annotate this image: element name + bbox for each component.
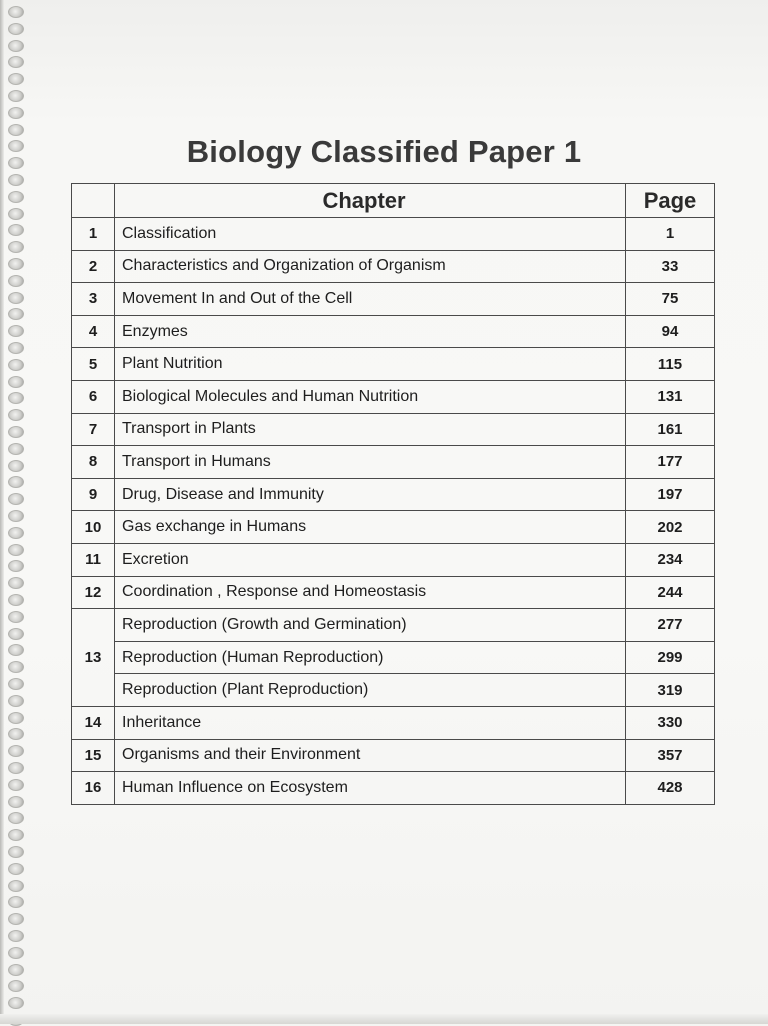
page-number: 244 [626, 576, 715, 609]
binding-ring [8, 476, 24, 488]
chapter-number: 7 [72, 413, 115, 446]
binding-ring [8, 544, 24, 556]
binding-ring [8, 796, 24, 808]
chapter-title: Characteristics and Organization of Organism [115, 250, 626, 283]
binding-ring [8, 812, 24, 824]
table-row [72, 218, 715, 251]
table-row [72, 674, 715, 707]
binding-ring [8, 174, 24, 186]
page-title: Biology Classified Paper 1 [186, 134, 582, 169]
binding-ring [8, 611, 24, 623]
chapter-title: Reproduction (Plant Reproduction) [115, 674, 626, 707]
binding-ring [8, 661, 24, 673]
page-number: 94 [626, 315, 715, 348]
table-row [72, 641, 715, 674]
chapter-number: 14 [72, 706, 115, 739]
table-row [72, 511, 715, 544]
binding-ring [8, 292, 24, 304]
binding-ring [8, 678, 24, 690]
binding-ring [8, 896, 24, 908]
chapter-title: Plant Nutrition [115, 348, 626, 381]
binding-ring [8, 980, 24, 992]
chapter-number: 12 [72, 576, 115, 609]
binding-ring [8, 762, 24, 774]
page-number: 115 [626, 348, 715, 381]
binding-ring [8, 359, 24, 371]
binding-ring [8, 880, 24, 892]
table-row [72, 576, 715, 609]
page-number: 177 [626, 446, 715, 479]
table-of-contents [71, 183, 715, 805]
page-number: 330 [626, 706, 715, 739]
binding-ring [8, 628, 24, 640]
number-column-header [72, 184, 115, 218]
binding-ring [8, 863, 24, 875]
binding-ring [8, 930, 24, 942]
binding-ring [8, 258, 24, 270]
binding-ring [8, 577, 24, 589]
chapter-number: 10 [72, 511, 115, 544]
binding-ring [8, 745, 24, 757]
binding-ring [8, 644, 24, 656]
binding-ring [8, 460, 24, 472]
binding-ring [8, 224, 24, 236]
chapter-number: 13 [72, 609, 115, 707]
table-header-row [72, 184, 715, 218]
binding-ring [8, 6, 24, 18]
binding-ring [8, 913, 24, 925]
table-row [72, 543, 715, 576]
page-number: 197 [626, 478, 715, 511]
chapter-number: 11 [72, 543, 115, 576]
binding-ring [8, 443, 24, 455]
chapter-number: 9 [72, 478, 115, 511]
page-number: 428 [626, 772, 715, 805]
chapter-number: 4 [72, 315, 115, 348]
table-row [72, 478, 715, 511]
binding-ring [8, 964, 24, 976]
chapter-title: Human Influence on Ecosystem [115, 772, 626, 805]
chapter-title: Drug, Disease and Immunity [115, 478, 626, 511]
binding-ring [8, 594, 24, 606]
binding-ring [8, 392, 24, 404]
chapter-title: Enzymes [115, 315, 626, 348]
binding-ring [8, 208, 24, 220]
table-row [72, 413, 715, 446]
chapter-title: Organisms and their Environment [115, 739, 626, 772]
binding-ring [8, 846, 24, 858]
chapter-title: Biological Molecules and Human Nutrition [115, 380, 626, 413]
chapter-number: 3 [72, 283, 115, 316]
binding-ring [8, 56, 24, 68]
binding-ring [8, 90, 24, 102]
chapter-title: Transport in Plants [115, 413, 626, 446]
binding-ring [8, 275, 24, 287]
binding-ring [8, 191, 24, 203]
binding-ring [8, 779, 24, 791]
page-bottom-edge [0, 1014, 768, 1024]
page-column-header: Page [626, 184, 715, 218]
binding-ring [8, 308, 24, 320]
page-number: 1 [626, 218, 715, 251]
chapter-number: 1 [72, 218, 115, 251]
table-row [72, 380, 715, 413]
binding-ring [8, 426, 24, 438]
binding-ring [8, 695, 24, 707]
binding-ring [8, 376, 24, 388]
page-number: 277 [626, 609, 715, 642]
table-row [72, 706, 715, 739]
binding-ring [8, 829, 24, 841]
binding-ring [8, 40, 24, 52]
table-row [72, 315, 715, 348]
chapter-number: 8 [72, 446, 115, 479]
binding-ring [8, 712, 24, 724]
chapter-title: Excretion [115, 543, 626, 576]
page-number: 131 [626, 380, 715, 413]
page-number: 299 [626, 641, 715, 674]
chapter-column-header: Chapter [115, 184, 626, 218]
chapter-title: Reproduction (Growth and Germination) [115, 609, 626, 642]
table-row [72, 609, 715, 642]
page-number: 234 [626, 543, 715, 576]
binding-ring [8, 342, 24, 354]
chapter-number: 6 [72, 380, 115, 413]
binding-ring [8, 325, 24, 337]
chapter-number: 2 [72, 250, 115, 283]
binding-ring [8, 493, 24, 505]
binding-ring [8, 947, 24, 959]
page-number: 33 [626, 250, 715, 283]
table-row [72, 739, 715, 772]
page-number: 319 [626, 674, 715, 707]
chapter-title: Inheritance [115, 706, 626, 739]
chapter-title: Movement In and Out of the Cell [115, 283, 626, 316]
binding-ring [8, 23, 24, 35]
page-number: 75 [626, 283, 715, 316]
chapter-number: 16 [72, 772, 115, 805]
page-number: 161 [626, 413, 715, 446]
binding-ring [8, 73, 24, 85]
binding-ring [8, 728, 24, 740]
table-row [72, 283, 715, 316]
table-row [72, 348, 715, 381]
page-number: 357 [626, 739, 715, 772]
binding-ring [8, 409, 24, 421]
table-row [72, 772, 715, 805]
binding-ring [8, 527, 24, 539]
chapter-number: 5 [72, 348, 115, 381]
binding-ring [8, 510, 24, 522]
chapter-title: Coordination , Response and Homeostasis [115, 576, 626, 609]
table-row [72, 446, 715, 479]
chapter-number: 15 [72, 739, 115, 772]
chapter-title: Transport in Humans [115, 446, 626, 479]
table-row [72, 250, 715, 283]
binding-ring [8, 107, 24, 119]
chapter-title: Classification [115, 218, 626, 251]
binding-ring [8, 241, 24, 253]
binding-ring [8, 997, 24, 1009]
binding-ring [8, 560, 24, 572]
chapter-title: Reproduction (Human Reproduction) [115, 641, 626, 674]
chapter-title: Gas exchange in Humans [115, 511, 626, 544]
page-number: 202 [626, 511, 715, 544]
